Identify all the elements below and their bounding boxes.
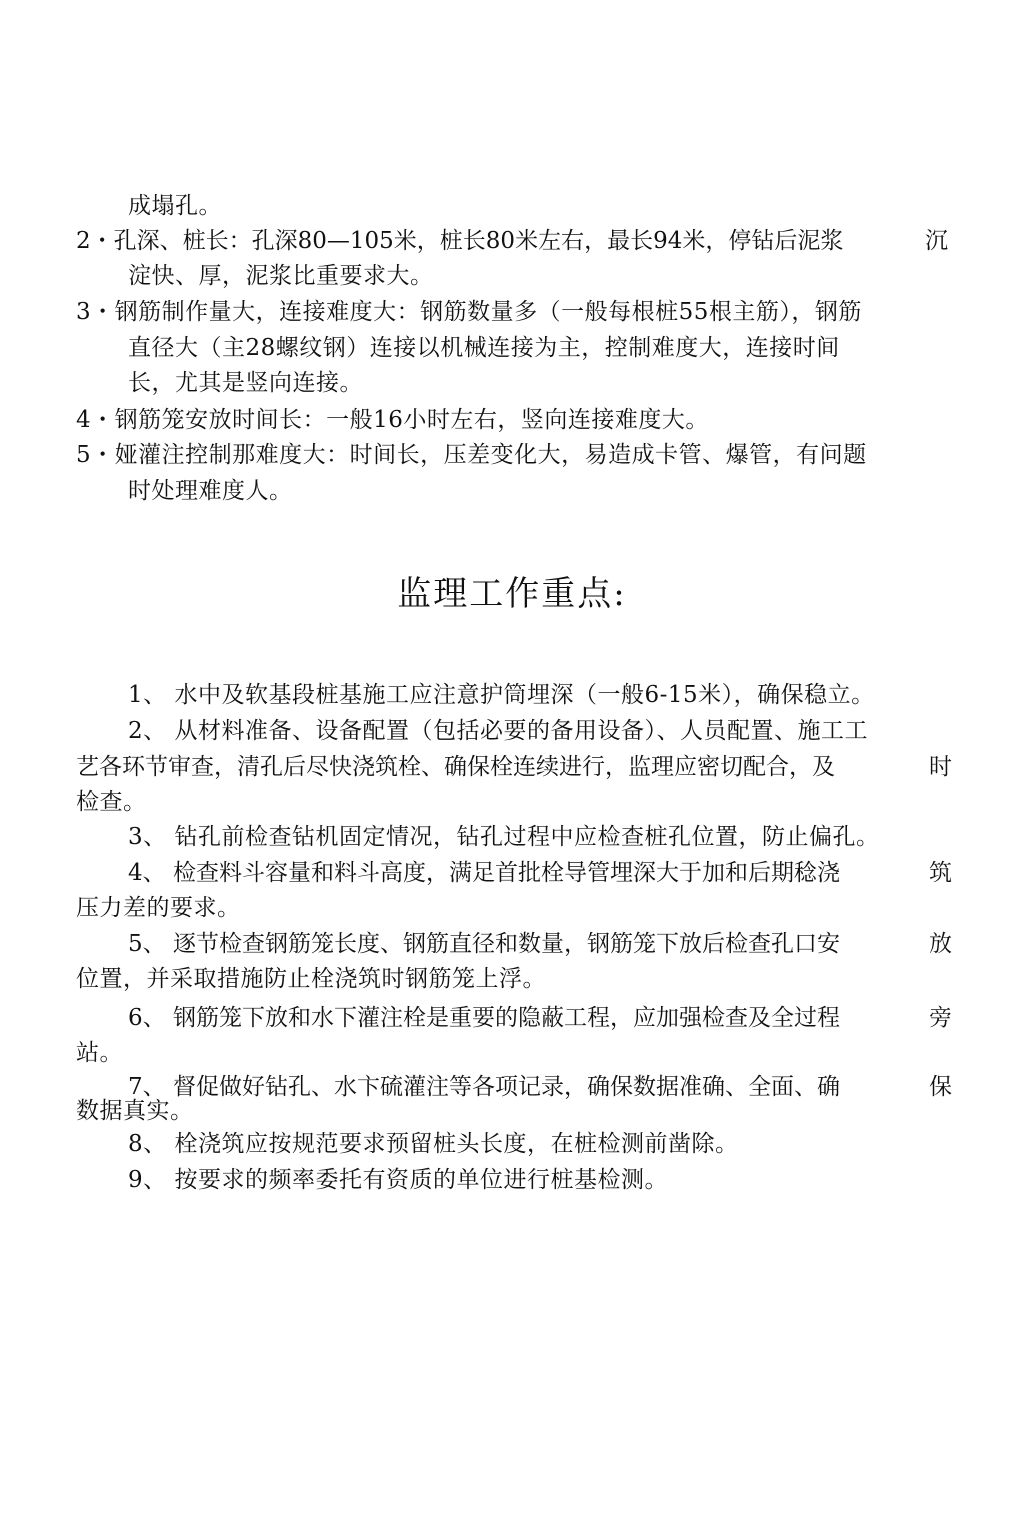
point-9: 9、 按要求的频率委托有资质的单位进行桩基检测。 (128, 1167, 668, 1193)
item2-line1-text: 2・孔深、桩长：孔深80—105米，桩长80米左右，最长94米，停钻后泥浆 (76, 228, 844, 254)
item5-line2: 时处理难度人。 (128, 478, 293, 504)
item5-line1: 5・娅灌注控制那难度大：时间长，压差变化大，易造成卡管、爆管，有问题 (76, 442, 867, 468)
point-2-line2-end: 时 (929, 754, 952, 780)
point-6-line1 (128, 1001, 952, 1035)
point-4-line2: 压力差的要求。 (76, 895, 241, 921)
point-6-line1-end: 旁 (929, 1005, 952, 1031)
item3-line3: 长，尤其是竖向连接。 (128, 370, 363, 396)
point-2-line2 (76, 750, 952, 784)
item3-line2: 直径大（主28螺纹钢）连接以机械连接为主，控制难度大，连接时间 (128, 335, 840, 361)
point-7-line1-end: 保 (929, 1074, 952, 1100)
point-5-line1 (128, 927, 952, 961)
point-5-line1-end: 放 (929, 931, 952, 957)
item3-line1: 3・钢筋制作量大，连接难度大：钢筋数量多（一般每根桩55根主筋），钢筋 (76, 299, 862, 325)
point-4-line1 (128, 856, 952, 890)
point-5-line2: 位置，并采取措施防止栓浇筑时钢筋笼上浮。 (76, 966, 546, 992)
section-heading: 监理工作重点: (397, 574, 627, 614)
point-5-line1-text: 5、 逐节检查钢筋笼长度、钢筋直径和数量，钢筋笼下放后检查孔口安 (128, 931, 840, 957)
point-6-line2: 站。 (76, 1040, 123, 1066)
point-2-line2-text: 艺各环节审查，清孔后尽快浇筑栓、确保栓连续进行，监理应密切配合，及 (76, 754, 835, 780)
point-8: 8、 栓浇筑应按规范要求预留桩头长度，在桩检测前凿除。 (128, 1131, 739, 1157)
point-1: 1、 水中及软基段桩基施工应注意护筒埋深（一般6-15米），确保稳立。 (128, 682, 875, 708)
item4-line1: 4・钢筋笼安放时间长：一般16小时左右，竖向连接难度大。 (76, 407, 709, 433)
item2-line1 (76, 224, 948, 258)
point-2-line1: 2、 从材料准备、设备配置（包括必要的备用设备）、人员配置、施工工 (128, 718, 868, 744)
point-4-line1-text: 4、 检查料斗容量和料斗高度，满足首批栓导管埋深大于加和后期稔浇 (128, 860, 840, 886)
item2-line1-end: 沉 (925, 228, 948, 254)
point-7-line1 (128, 1070, 952, 1104)
item2-line2: 淀快、厚，泥浆比重要求大。 (128, 263, 434, 289)
point-4-line1-end: 筑 (929, 860, 952, 886)
point-7-line2: 数据真实。 (76, 1098, 194, 1124)
point-2-line3: 检查。 (76, 789, 147, 815)
point-3: 3、 钻孔前检查钻机固定情况，钻孔过程中应检查桩孔位置，防止偏孔。 (128, 824, 880, 850)
point-6-line1-text: 6、 钢筋笼下放和水下灌注栓是重要的隐蔽工程，应加强检查及全过程 (128, 1005, 840, 1031)
point-7-line1-text: 7、 督促做好钻孔、水卞硫灌注等各项记录，确保数据准确、全面、确 (128, 1074, 840, 1100)
item1-tail: 成塌孔。 (128, 193, 222, 219)
